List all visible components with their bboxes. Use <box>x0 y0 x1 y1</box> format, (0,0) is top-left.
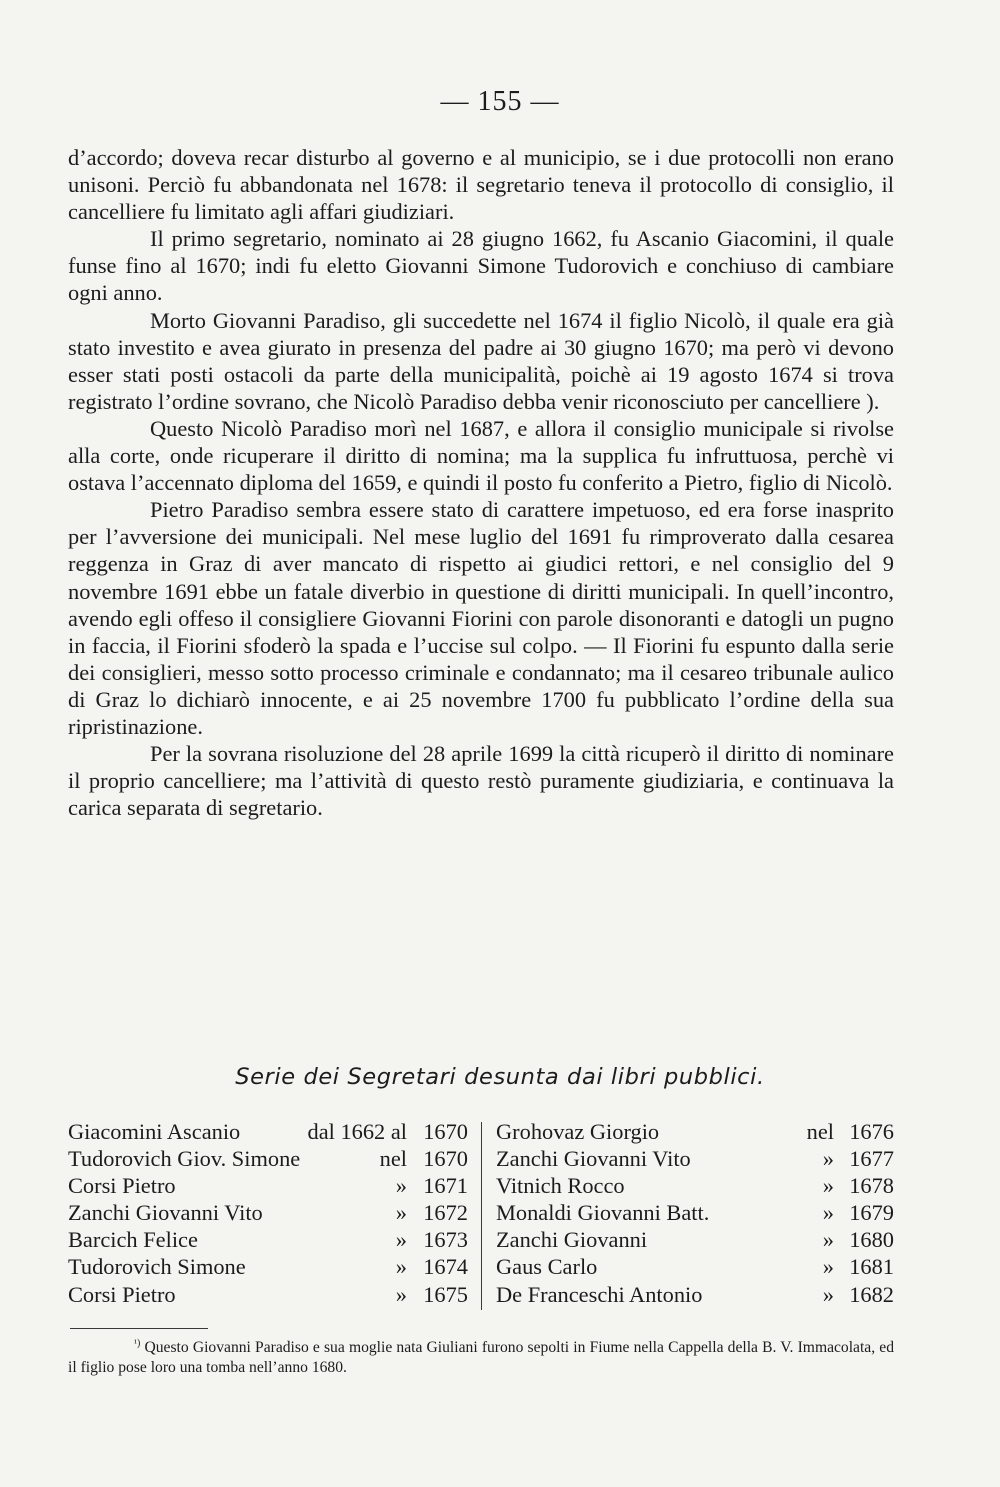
roster-year: 1682 <box>849 1281 894 1307</box>
roster-column-left <box>68 1118 468 1308</box>
roster-name: Tudorovich Giov. Simone <box>68 1146 301 1172</box>
roster-prefix: » <box>395 1254 407 1280</box>
footnote-marker: ¹) <box>134 1338 141 1349</box>
roster-row <box>496 1253 894 1280</box>
roster-row <box>496 1118 894 1145</box>
roster-row <box>496 1172 894 1199</box>
roster-year: 1675 <box>423 1281 468 1307</box>
paragraph: d’accordo; doveva recar disturbo al governo e al municipio, se i due protocolli non erano unisoni. Perciò fu abbandonata nel 1678: il segretario teneva il protocollo di consiglio, il cancelliere fu limitato agli affari giudiziari. <box>68 145 894 225</box>
paragraph: Il primo segretario, nominato ai 28 giugno 1662, fu Ascanio Giacomini, il quale funse fino al 1670; indi fu eletto Giovanni Simone Tudorovich e conchiuso di cambiare ogni anno. <box>68 226 894 306</box>
roster-prefix: nel <box>806 1119 834 1144</box>
roster-year: 1671 <box>423 1173 468 1199</box>
roster-name: Gaus Carlo <box>496 1254 598 1280</box>
roster-prefix: » <box>395 1200 407 1226</box>
roster-year: 1678 <box>849 1173 894 1199</box>
roster-name: Zanchi Giovanni Vito <box>496 1146 691 1172</box>
roster-row <box>68 1118 468 1145</box>
paragraph: Pietro Paradiso sembra essere stato di carattere impetuoso, ed era forse inasprito per l’avversione dei municipali. Nel mese luglio del 1691 fu rimproverato dalla cesarea reggenza in Graz di aver mancato di rispetto ai giudici rettori, e nel consiglio del 9 novembre 1691 ebbe un fatale diverbio in questione di diritti municipali. In quell’incontro, avendo egli offeso il consigliere Giovanni Fiorini con parole disonoranti e datogli un pugno in faccia, il Fiorini sfoderò la spada e l’uccise sul colpo. — Il Fiorini fu espunto dalla serie dei consiglieri, messo sotto processo criminale e condannato; ma il cesareo tribunale aulico di Graz lo dichiarò innocente, e ai 25 novembre 1700 fu pubblicato l’ordine della sua ripristinazione. <box>68 497 894 739</box>
section-title: Serie dei Segretari desunta dai libri pubblici. <box>235 1064 765 1090</box>
roster-year: 1680 <box>849 1227 894 1253</box>
roster-prefix: » <box>395 1173 407 1199</box>
roster-year: 1670 <box>423 1119 468 1144</box>
roster-prefix: dal 1662 al <box>307 1119 407 1144</box>
roster-row <box>68 1281 468 1308</box>
roster-row <box>496 1199 894 1226</box>
roster-prefix: » <box>822 1146 834 1172</box>
roster-row <box>496 1145 894 1172</box>
roster-year: 1673 <box>423 1227 468 1253</box>
roster-prefix: » <box>395 1281 407 1307</box>
roster-prefix: » <box>822 1281 834 1307</box>
roster-prefix: » <box>822 1254 834 1280</box>
roster-prefix: » <box>395 1227 407 1253</box>
roster-name: Barcich Felice <box>68 1227 198 1253</box>
roster-name: Zanchi Giovanni Vito <box>68 1200 263 1226</box>
roster-name: Tudorovich Simone <box>68 1254 246 1280</box>
paragraph: Per la sovrana risoluzione del 28 aprile 1699 la città ricuperò il diritto di nominare il proprio cancelliere; ma l’attività di questo restò puramente giudiziaria, e continuava la carica separata di segretario. <box>68 741 894 821</box>
roster-prefix: nel <box>379 1146 407 1172</box>
roster-row <box>68 1172 468 1199</box>
footnote-rule <box>70 1328 208 1329</box>
secretaries-roster <box>68 1118 894 1314</box>
roster-row <box>496 1281 894 1308</box>
roster-row <box>68 1145 468 1172</box>
roster-row <box>68 1226 468 1253</box>
paragraph: Questo Nicolò Paradiso morì nel 1687, e allora il consiglio municipale si rivolse alla corte, onde ricuperare il diritto di nomina; ma la supplica fu infruttuosa, perchè vi ostava l’accennato diploma del 1659, e quindi il posto fu conferito a Pietro, figlio di Nicolò. <box>68 415 894 496</box>
roster-prefix: » <box>822 1200 834 1226</box>
roster-row <box>68 1199 468 1226</box>
roster-name: Giacomini Ascanio <box>68 1119 241 1144</box>
roster-name: De Franceschi Antonio <box>496 1281 703 1307</box>
roster-name: Corsi Pietro <box>68 1173 176 1199</box>
footnote-text: Questo Giovanni Paradiso e sua moglie nata Giuliani furono sepolti in Fiume nella Cappella della B. V. Immacolata, ed il figlio pose loro una tomba nell’anno 1680. <box>68 1339 894 1377</box>
roster-name: Corsi Pietro <box>68 1281 176 1307</box>
roster-row <box>68 1253 468 1280</box>
roster-year: 1674 <box>423 1254 468 1280</box>
roster-name: Vitnich Rocco <box>496 1173 625 1199</box>
roster-year: 1670 <box>423 1146 468 1172</box>
roster-name: Monaldi Giovanni Batt. <box>496 1200 710 1226</box>
roster-year: 1676 <box>849 1119 894 1144</box>
roster-year: 1679 <box>849 1200 894 1226</box>
footnote <box>68 1334 894 1378</box>
roster-prefix: » <box>822 1227 834 1253</box>
paragraph: Morto Giovanni Paradiso, gli succedette nel 1674 il figlio Nicolò, il quale era già stato investito e avea giurato in presenza del padre ai 30 giugno 1670; ma però vi devono esser stati posti ostacoli da parte della municipalità, poichè ai 19 agosto 1674 si trova registrato l’ordine sovrano, che Nicolò Paradiso debba venir riconosciuto per cancelliere ). <box>68 307 894 414</box>
roster-year: 1681 <box>849 1254 894 1280</box>
roster-name: Zanchi Giovanni <box>496 1227 648 1253</box>
roster-year: 1677 <box>849 1146 894 1172</box>
roster-prefix: » <box>822 1173 834 1199</box>
footnote-paragraph <box>68 1334 894 1378</box>
page-number: — 155 — <box>440 86 560 117</box>
roster-name: Grohovaz Giorgio <box>496 1119 660 1144</box>
body-text <box>68 144 894 821</box>
roster-column-right <box>496 1118 894 1308</box>
roster-year: 1672 <box>423 1200 468 1226</box>
column-divider <box>481 1122 482 1310</box>
roster-row <box>496 1226 894 1253</box>
